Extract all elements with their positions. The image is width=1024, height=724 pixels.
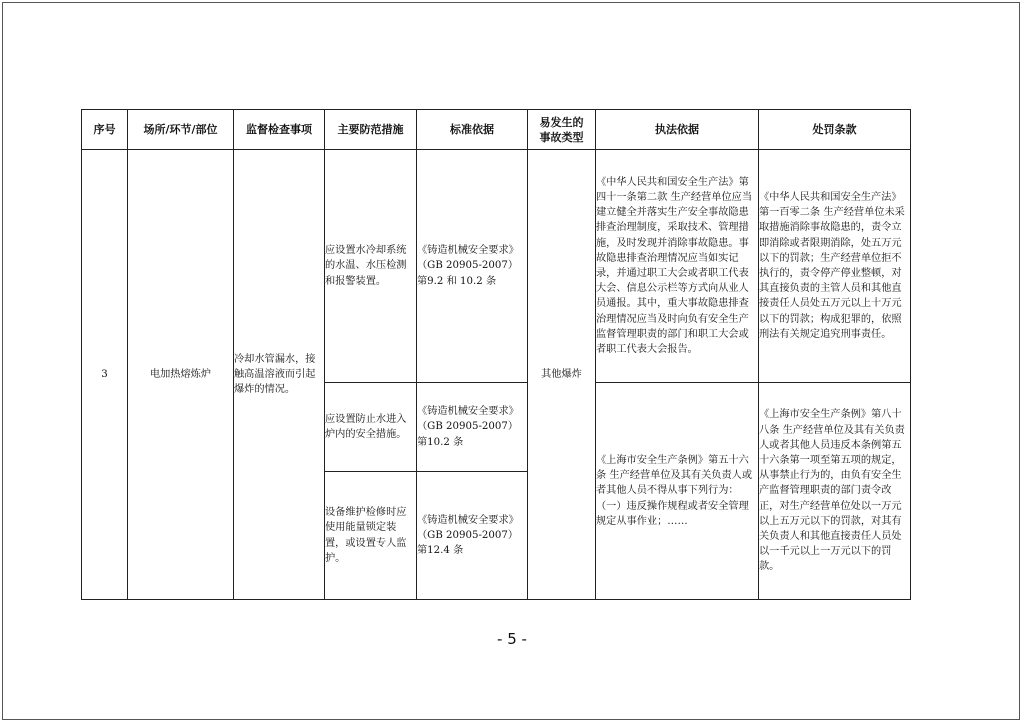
page-number: - 5 -	[497, 630, 527, 648]
header-measures: 主要防范措施	[325, 110, 417, 150]
inspection-table	[81, 109, 911, 600]
standard-cell: 《铸造机械安全要求》（GB 20905-2007）第9.2 和 10.2 条	[417, 150, 528, 383]
penalty-cell: 《上海市安全生产条例》第八十八条 生产经营单位及其有关负责人或者其他人员违反本条例第五十六条第一项至第五项的规定，从事禁止行为的，由负有安全生产监督管理职责的部门责令改正，对生产经营单位处以一万元以上五万元以下的罚款，对其有关负责人和其他直接责任人员处以一千元以上一万元以下的罚款。	[759, 383, 911, 600]
header-row	[82, 110, 911, 150]
header-place: 场所/环节/部位	[128, 110, 234, 150]
measure-cell: 应设置水冷却系统的水温、水压检测和报警装置。	[325, 150, 417, 383]
standard-cell: 《铸造机械安全要求》（GB 20905-2007）第12.4 条	[417, 472, 528, 600]
header-accident-type	[528, 110, 596, 150]
table-row	[82, 150, 911, 383]
penalty-cell: 《中华人民共和国安全生产法》第一百零二条 生产经营单位未采取措施消除事故隐患的，责令立即消除或者限期消除，处五万元以下的罚款；生产经营单位拒不执行的，责令停产停业整顿，对其直接负责的主管人员和其他直接责任人员处五万元以上十万元以下的罚款；构成犯罪的，依照刑法有关规定追究刑事责任。	[759, 150, 911, 383]
header-standard: 标准依据	[417, 110, 528, 150]
inspection-item-cell: 冷却水管漏水，接触高温溶液而引起爆炸的情况。	[234, 150, 325, 600]
measure-cell: 应设置防止水进入炉内的安全措施。	[325, 383, 417, 472]
seq-cell: 3	[82, 150, 128, 600]
header-accident-type-label: 易发生的事故类型	[539, 115, 584, 144]
standard-cell: 《铸造机械安全要求》（GB 20905-2007）第10.2 条	[417, 383, 528, 472]
header-seq: 序号	[82, 110, 128, 150]
enforcement-basis-cell: 《上海市安全生产条例》第五十六条 生产经营单位及其有关负责人或者其他人员不得从事下列行为：（一）违反操作规程或者安全管理规定从事作业；……	[596, 383, 759, 600]
accident-type-cell: 其他爆炸	[528, 150, 596, 600]
header-penalty: 处罚条款	[759, 110, 911, 150]
enforcement-basis-cell: 《中华人民共和国安全生产法》第四十一条第二款 生产经营单位应当建立健全并落实生产安全事故隐患排查治理制度，采取技术、管理措施，及时发现并消除事故隐患。事故隐患排查治理情况应当如实记录，并通过职工大会或者职工代表大会、信息公示栏等方式向从业人员通报。其中，重大事故隐患排查治理情况应当及时向负有安全生产监督管理职责的部门和职工大会或者职工代表大会报告。	[596, 150, 759, 383]
header-inspection-item: 监督检查事项	[234, 110, 325, 150]
measure-cell: 设备维护检修时应使用能量锁定装置，或设置专人监护。	[325, 472, 417, 600]
header-enforcement-basis: 执法依据	[596, 110, 759, 150]
place-cell: 电加热熔炼炉	[128, 150, 234, 600]
